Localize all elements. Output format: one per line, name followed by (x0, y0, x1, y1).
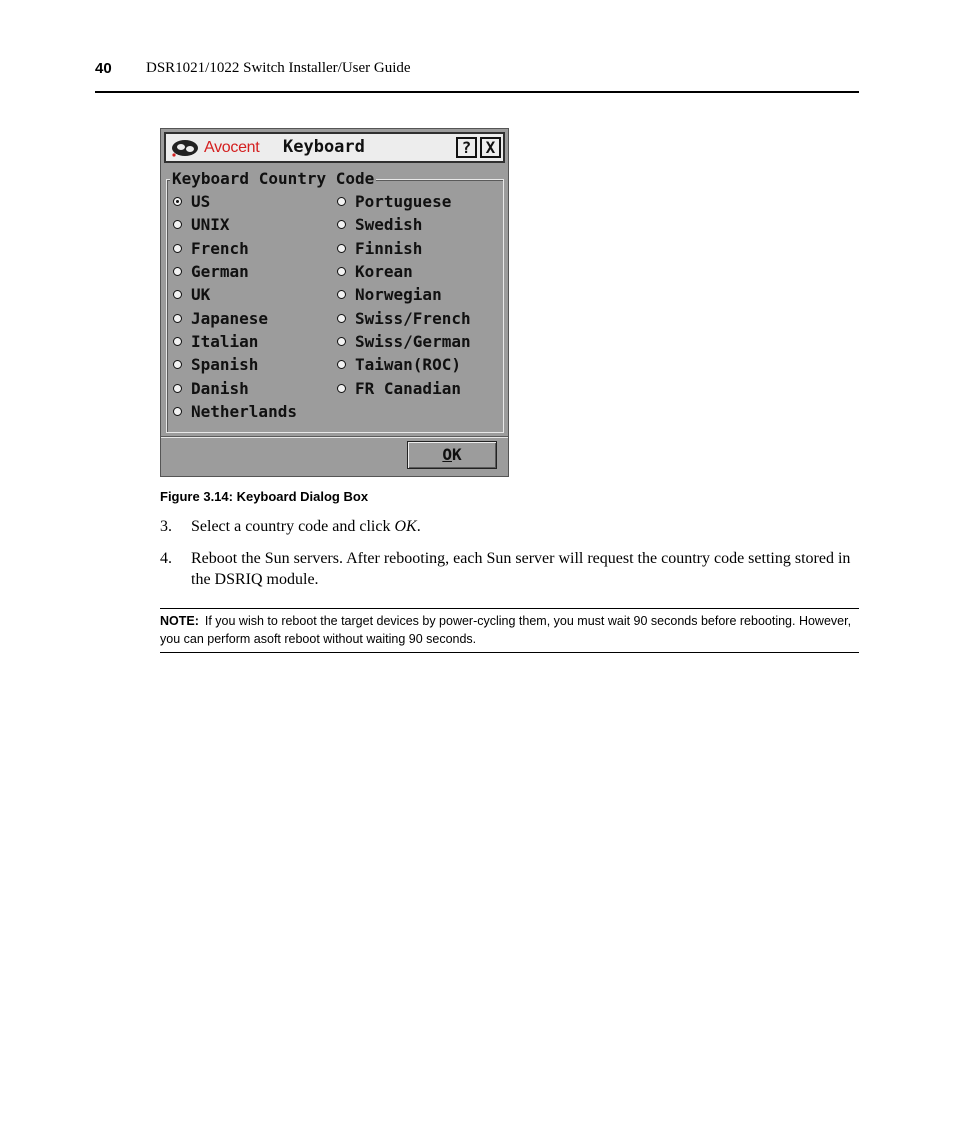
radio-option[interactable] (173, 330, 297, 353)
radio-label: Norwegian (355, 285, 442, 305)
radio-option[interactable] (173, 306, 297, 329)
radio-button-icon[interactable] (173, 267, 182, 276)
step-text-part: Select a country code and click (191, 518, 395, 535)
radio-label: Swiss/German (355, 331, 471, 351)
page-number: 40 (95, 60, 112, 77)
radio-option[interactable] (337, 213, 471, 236)
radio-button-icon[interactable] (337, 290, 346, 299)
radio-button-icon[interactable] (337, 244, 346, 253)
radio-button-icon[interactable] (337, 360, 346, 369)
group-label: Keyboard Country Code (172, 169, 375, 188)
keyboard-dialog (160, 128, 509, 477)
radio-option[interactable] (173, 260, 297, 283)
close-button[interactable]: X (480, 137, 501, 158)
radio-button-icon[interactable] (173, 244, 182, 253)
document-title: DSR1021/1022 Switch Installer/User Guide (146, 60, 411, 76)
radio-button-icon[interactable] (337, 267, 346, 276)
radio-button-icon[interactable] (173, 220, 182, 229)
radio-button-icon[interactable] (337, 384, 346, 393)
radio-label: French (191, 238, 249, 258)
radio-label: Finnish (355, 238, 423, 258)
radio-option[interactable] (337, 353, 471, 376)
right-radio-column (337, 190, 471, 400)
radio-button-icon[interactable] (173, 407, 182, 416)
radio-label: Netherlands (191, 401, 297, 421)
steps-list (160, 516, 860, 601)
radio-option[interactable] (173, 213, 297, 236)
radio-button-icon[interactable] (173, 314, 182, 323)
radio-label: Spanish (191, 355, 259, 375)
dialog-title-bar (164, 132, 505, 163)
step-number: 3. (160, 518, 172, 535)
help-button[interactable]: ? (456, 137, 477, 158)
radio-label: Portuguese (355, 192, 452, 212)
note-label: NOTE: (160, 614, 199, 628)
radio-option[interactable] (337, 260, 471, 283)
radio-option[interactable] (337, 376, 471, 399)
radio-label: UNIX (191, 215, 230, 235)
radio-button-icon[interactable] (173, 384, 182, 393)
radio-button-icon[interactable] (173, 197, 182, 206)
dialog-separator (161, 436, 508, 438)
avocent-logo-icon (170, 138, 200, 158)
radio-button-icon[interactable] (337, 337, 346, 346)
step-emphasis: OK (394, 518, 417, 535)
radio-button-icon[interactable] (337, 314, 346, 323)
page-header (95, 58, 859, 93)
radio-label: Swedish (355, 215, 423, 235)
radio-label: Korean (355, 262, 413, 282)
note-text: If you wish to reboot the target devices by power-cycling them, you must wait 90 seconds before rebooting. However, you can perform asoft reboot without waiting 90 seconds. (160, 614, 852, 646)
step-text: Reboot the Sun servers. After rebooting, each Sun server will request the country code setting stored in the DSRIQ module. (191, 550, 851, 588)
brand-name: Avocent (204, 139, 260, 156)
radio-option[interactable] (337, 306, 471, 329)
radio-label: UK (191, 285, 211, 305)
ok-mnemonic: O (442, 445, 452, 464)
radio-option[interactable] (173, 353, 297, 376)
radio-button-icon[interactable] (173, 337, 182, 346)
radio-label: Italian (191, 331, 259, 351)
step-3 (160, 516, 860, 537)
radio-option[interactable] (337, 283, 471, 306)
radio-button-icon[interactable] (337, 197, 346, 206)
ok-button[interactable] (407, 441, 497, 469)
step-text (191, 516, 860, 537)
radio-option[interactable] (173, 400, 297, 423)
radio-option[interactable] (173, 283, 297, 306)
radio-label: Taiwan(ROC) (355, 355, 461, 375)
radio-button-icon[interactable] (173, 290, 182, 299)
radio-button-icon[interactable] (173, 360, 182, 369)
radio-label: Japanese (191, 308, 269, 328)
radio-label: Swiss/French (355, 308, 471, 328)
step-text-part: . (416, 518, 421, 535)
radio-label: German (191, 262, 249, 282)
dialog-title: Keyboard (283, 137, 365, 157)
figure-caption: Figure 3.14: Keyboard Dialog Box (160, 489, 369, 504)
radio-button-icon[interactable] (337, 220, 346, 229)
ok-label-rest: K (452, 445, 462, 464)
radio-label: Danish (191, 378, 249, 398)
radio-option[interactable] (337, 190, 471, 213)
step-number: 4. (160, 550, 172, 567)
radio-label: US (191, 192, 211, 212)
radio-option[interactable] (173, 376, 297, 399)
radio-option[interactable] (337, 330, 471, 353)
note-box (160, 608, 859, 653)
left-radio-column (173, 190, 297, 423)
step-4 (160, 548, 860, 590)
radio-option[interactable] (337, 237, 471, 260)
radio-label: FR Canadian (355, 378, 461, 398)
radio-option[interactable] (173, 190, 297, 213)
radio-option[interactable] (173, 237, 297, 260)
